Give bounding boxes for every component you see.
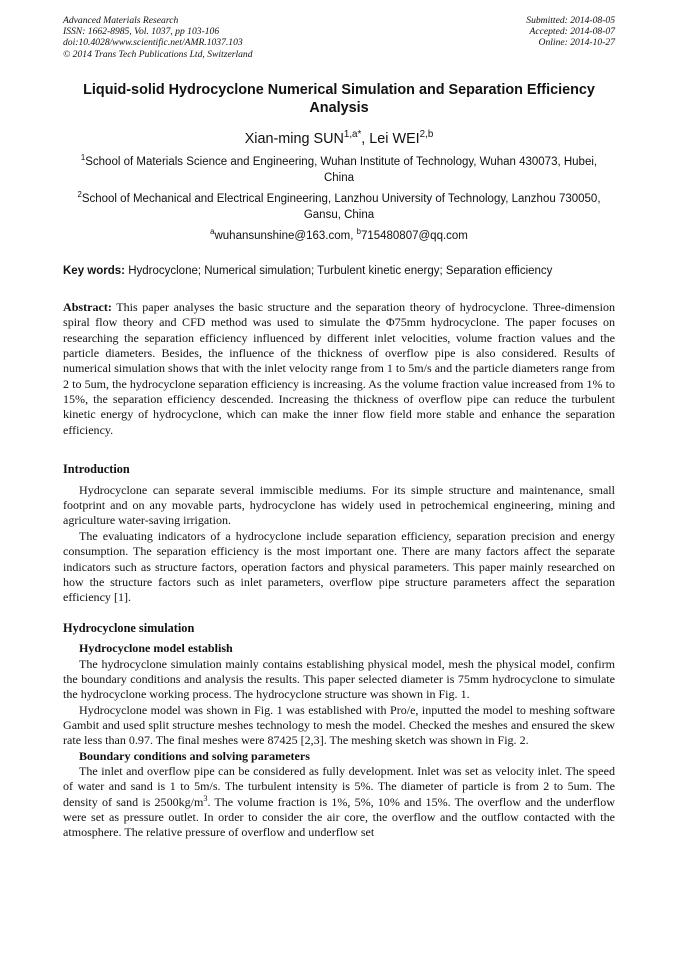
submitted-date: Submitted: 2014-08-05 (526, 15, 615, 26)
journal-copyright: © 2014 Trans Tech Publications Ltd, Switzerland (63, 48, 253, 60)
sim-paragraph-1: The hydrocyclone simulation mainly contains establishing physical model, mesh the physical model, confirm the boundary conditions and analysis the results. This paper selected diameter is 75mm hydrocyclone to simulate the hydrocyclone working process. The hydrocyclone structure was shown in Fig. 1. (63, 656, 615, 702)
affiliation-2-text: School of Mechanical and Electrical Engineering, Lanzhou University of Technology, Lanzhou 730050, Gansu, China (81, 193, 601, 221)
intro-paragraph-2: The evaluating indicators of a hydrocyclone include separation efficiency, separation precision and energy consumption. The separation efficiency is the most important one. There are many factors affect the separate indicators such as structure factors, operation factors and physical parameters. This paper mainly researched on how the structure factors such as inlet parameters, overflow pipe structure parameters affect the separation efficiency [1]. (63, 528, 615, 605)
subsection-heading-boundary: Boundary conditions and solving parameters (79, 748, 310, 763)
affiliation-2-sup: 2 (77, 190, 82, 200)
email-a[interactable]: wuhansunshine@163.com (214, 230, 351, 242)
subsection-heading-model: Hydrocyclone model establish (79, 641, 233, 656)
submission-dates (526, 15, 615, 49)
author-1-name: Xian-ming SUN (244, 131, 344, 147)
keywords (63, 263, 615, 279)
keywords-label: Key words: (63, 265, 125, 277)
author-1-sup: 1,a* (343, 129, 362, 141)
abstract (63, 300, 615, 438)
email-b[interactable]: 715480807@qq.com (360, 230, 468, 242)
intro-paragraph-1: Hydrocyclone can separate several immiscible mediums. For its simple structure and maintenance, small footprint and on any movable parts, hydrocyclone has widely used in petrochemical engineering, mining and agriculture water-saving irrigation. (63, 482, 615, 528)
affiliation-1 (70, 154, 608, 186)
keywords-text: Hydrocyclone; Numerical simulation; Turbulent kinetic energy; Separation efficiency (125, 265, 553, 277)
accepted-date: Accepted: 2014-08-07 (529, 26, 615, 38)
abstract-text: This paper analyses the basic structure and the separation theory of hydrocyclone. Three-dimension spiral flow theory and CFD method was used to simulate the Φ75mm hydrocyclone. The paper focuses on researching the separation efficiency influenced by different inlet velocities, volume fraction values and the particle diameters. Besides, the influence of the thickness of overflow pipe is also considered. Results of numerical simulation shows that with the inlet velocity range from 1 to 5m/s and the particle diameters range from 2 to 5um, the hydrocyclone separation efficiency is increasing. As the volume fraction value increased from 1% to 15%, the separation efficiency descended. Increasing the thickness of overflow pipe can reduce the turbulent kinetic energy of hydrocyclone, which can make the inner flow field more stable and enhance the separation efficiency. (63, 300, 615, 437)
sim-paragraph-2: Hydrocyclone model was shown in Fig. 1 was established with Pro/e, inputted the model to meshing software Gambit and used split structure meshes technology to mesh the model. Checked the meshes and ensured the skew rate less than 0.97. The final meshes were 87425 [2,3]. The meshing sketch was shown in Fig. 2. (63, 702, 615, 748)
journal-doi: doi:10.4028/www.scientific.net/AMR.1037.103 (63, 37, 243, 49)
email-b-sup: b (356, 227, 361, 237)
journal-info (63, 15, 253, 60)
author-separator: , (361, 131, 370, 147)
author-2-name: Lei WEI (369, 131, 420, 147)
cubic-sup: 3 (203, 793, 208, 803)
author-2-sup: 2,b (419, 129, 434, 141)
email-separator: , (350, 230, 357, 242)
section-heading-simulation: Hydrocyclone simulation (63, 620, 195, 635)
sim-paragraph-3-part-2: . The volume fraction is 1%, 5%, 10% and 15%. The overflow and the underflow were set as pressure outlet. In order to consider the air core, the overflow and the outflow contacted with the atmosphere. The relative pressure of overflow and underflow set (63, 794, 615, 840)
author-line (63, 130, 615, 148)
sim-paragraph-3-part-1: The inlet and overflow pipe can be considered as fully development. Inlet was set as velocity inlet. The speed of water and sand is 1 to 5m/s. The turbulent intensity is 5%. The diameter of particle is from 2 to 5um. The density of sand is 2500kg/m (63, 763, 615, 809)
author-emails (63, 228, 615, 244)
email-a-sup: a (210, 227, 215, 237)
affiliation-1-text: School of Materials Science and Engineering, Wuhan Institute of Technology, Wuhan 430073, Hubei, China (85, 156, 598, 184)
journal-issn: ISSN: 1662-8985, Vol. 1037, pp 103-106 (63, 26, 220, 38)
sim-paragraph-3 (63, 764, 615, 841)
journal-name: Advanced Materials Research (63, 15, 179, 26)
section-heading-introduction: Introduction (63, 462, 130, 477)
online-date: Online: 2014-10-27 (538, 37, 615, 49)
paper-body (63, 300, 615, 841)
affiliation-2 (70, 191, 608, 223)
abstract-label: Abstract: (63, 300, 112, 314)
affiliation-1-sup: 1 (80, 153, 86, 163)
paper-title: Liquid-solid Hydrocyclone Numerical Simulation and Separation Efficiency Analysis (83, 82, 595, 116)
